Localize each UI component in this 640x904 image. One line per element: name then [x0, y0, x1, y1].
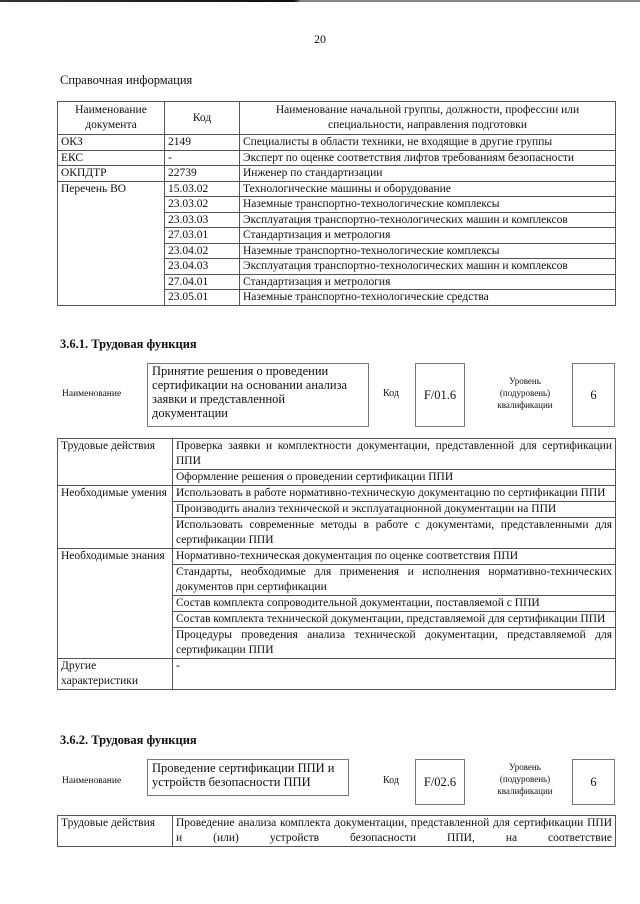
function-details-table-3-6-1 — [57, 438, 616, 690]
function-header-3-6-1 — [57, 363, 617, 427]
knowledge-item: Состав комплекта технической документации, представляемой для сертификации ППИ — [173, 612, 616, 628]
function-name-box: Проведение сертификации ППИ и устройств безопасности ППИ — [147, 759, 349, 796]
level-label-line-3: квалификации — [497, 786, 553, 796]
level-label — [475, 375, 575, 411]
cell-code: 23.03.03 — [165, 212, 240, 228]
labor-actions-label: Трудовые действия — [58, 816, 173, 847]
cell-name: Эксперт по оценке соответствия лифтов требованиям безопасности — [240, 150, 616, 166]
skills-label: Необходимые умения — [58, 486, 173, 549]
knowledge-item: Нормативно-техническая документация по оценке соответствия ППИ — [173, 549, 616, 565]
level-label-line-1: Уровень — [509, 376, 541, 386]
knowledge-item: Процедуры проведения анализа технической документации, представляемой для сертификации ППИ — [173, 628, 616, 659]
labor-actions-label: Трудовые действия — [58, 439, 173, 486]
cell-code: 23.03.02 — [165, 197, 240, 213]
function-name-box: Принятие решения о проведении сертификации на основании анализа заявки и представленной документации — [147, 363, 369, 427]
cell-doc: ЕКС — [58, 150, 165, 166]
name-label: Наименование — [62, 389, 122, 399]
skill-item: Использовать современные методы в работе с документами, представленными для сертификации ППИ — [173, 518, 616, 549]
function-level-box: 6 — [572, 363, 615, 427]
function-code-box: F/02.6 — [415, 759, 465, 805]
table-row — [58, 166, 616, 182]
reference-table — [57, 101, 616, 306]
knowledge-item: Стандарты, необходимые для применения и исполнения нормативно-технических документов при сертификации — [173, 565, 616, 596]
cell-name: Наземные транспортно-технологические средства — [240, 290, 616, 306]
labor-action-item: Оформление решения о проведении сертификации ППИ — [173, 470, 616, 486]
skill-item: Производить анализ технической и эксплуатационной документации на ППИ — [173, 502, 616, 518]
cell-name: Эксплуатация транспортно-технологических машин и комплексов — [240, 212, 616, 228]
cell-code: 15.03.02 — [165, 181, 240, 197]
other-characteristics-value: - — [173, 659, 616, 690]
code-label: Код — [383, 775, 399, 786]
cell-name: Специалисты в области техники, не входящие в другие группы — [240, 135, 616, 151]
cell-name: Инженер по стандартизации — [240, 166, 616, 182]
header-code: Код — [165, 102, 240, 135]
function-details-table-3-6-2 — [57, 815, 616, 847]
knowledge-label: Необходимые знания — [58, 549, 173, 659]
header-document-name: Наименование документа — [58, 102, 165, 135]
name-label: Наименование — [62, 776, 122, 786]
scan-edge-line — [0, 0, 640, 2]
table-row — [58, 181, 616, 197]
labor-action-item: Проверка заявки и комплектности документации, представленной для сертификации ППИ — [173, 439, 616, 470]
code-label: Код — [383, 388, 399, 399]
table-row — [58, 549, 616, 565]
level-label-line-2: (подуровень) — [499, 774, 551, 784]
cell-doc: Перечень ВО — [58, 181, 165, 305]
reference-header-row — [58, 102, 616, 135]
level-label-line-1: Уровень — [509, 762, 541, 772]
function-level-box: 6 — [572, 759, 615, 805]
skill-item: Использовать в работе нормативно-техническую документацию по сертификации ППИ — [173, 486, 616, 502]
cell-code: 27.04.01 — [165, 274, 240, 290]
section-title-3-6-1: 3.6.1. Трудовая функция — [60, 337, 197, 351]
cell-code: 23.04.02 — [165, 243, 240, 259]
function-header-3-6-2 — [57, 759, 617, 807]
function-code-box: F/01.6 — [415, 363, 465, 427]
reference-title: Справочная информация — [60, 73, 193, 87]
cell-name: Наземные транспортно-технологические комплексы — [240, 243, 616, 259]
cell-code: 23.04.03 — [165, 259, 240, 275]
cell-code: 23.05.01 — [165, 290, 240, 306]
table-row — [58, 816, 616, 847]
cell-name: Стандартизация и метрология — [240, 228, 616, 244]
cell-name: Наземные транспортно-технологические комплексы — [240, 197, 616, 213]
other-characteristics-label: Другие характеристики — [58, 659, 173, 690]
knowledge-item: Состав комплекта сопроводительной документации, поставляемой с ППИ — [173, 596, 616, 612]
table-row — [58, 659, 616, 690]
section-title-3-6-2: 3.6.2. Трудовая функция — [60, 733, 197, 747]
header-group-name: Наименование начальной группы, должности, профессии или специальности, направления подготовки — [240, 102, 616, 135]
level-label-line-2: (подуровень) — [499, 388, 551, 398]
cell-name: Эксплуатация транспортно-технологических машин и комплексов — [240, 259, 616, 275]
cell-name: Технологические машины и оборудование — [240, 181, 616, 197]
cell-doc: ОКПДТР — [58, 166, 165, 182]
level-label — [475, 761, 575, 797]
table-row — [58, 135, 616, 151]
level-label-line-3: квалификации — [497, 400, 553, 410]
page-number: 20 — [314, 32, 326, 46]
table-row — [58, 439, 616, 470]
labor-action-item: Проведение анализа комплекта документации, представленной для сертификации ППИ и (или) устройств безопасности ППИ, на соответствие — [173, 816, 616, 847]
cell-code: 27.03.01 — [165, 228, 240, 244]
cell-name: Стандартизация и метрология — [240, 274, 616, 290]
cell-code: 2149 — [165, 135, 240, 151]
table-row — [58, 486, 616, 502]
table-row — [58, 150, 616, 166]
cell-doc: ОКЗ — [58, 135, 165, 151]
cell-code: 22739 — [165, 166, 240, 182]
cell-code: - — [165, 150, 240, 166]
